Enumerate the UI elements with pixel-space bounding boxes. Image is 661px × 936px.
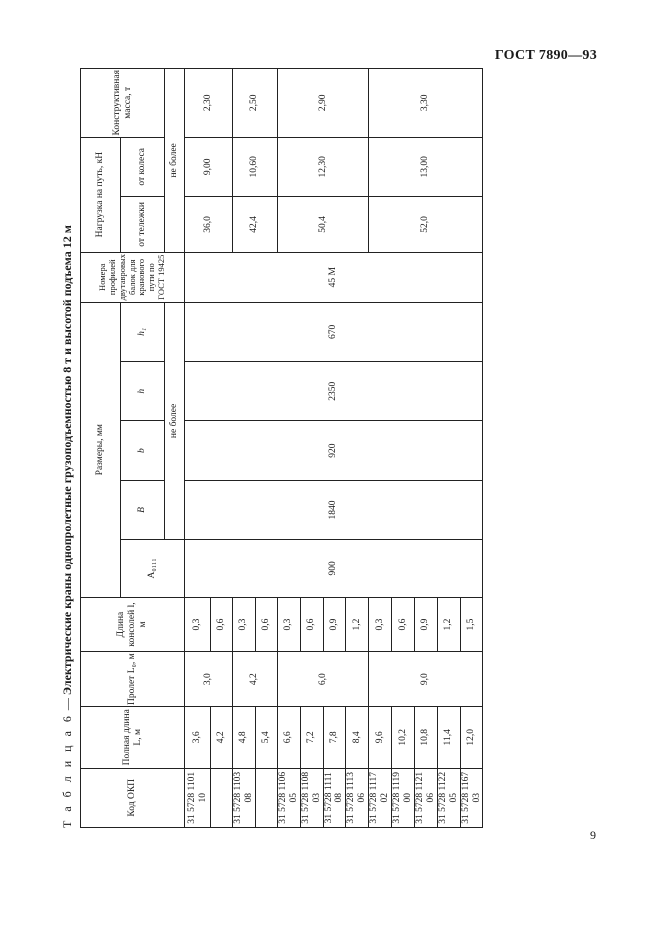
length-cell: 7,8 [323, 707, 346, 769]
code-cell: 31 5728 1113 06 [346, 768, 369, 827]
console-cell: 1,2 [346, 597, 369, 652]
length-cell: 5,4 [255, 707, 277, 769]
page-number: 9 [590, 828, 596, 842]
dims-not-more: не более [165, 302, 185, 539]
col-load-trolley-header: от тележки [121, 197, 165, 253]
console-cell: 0,9 [414, 597, 437, 652]
length-cell: 11,4 [437, 707, 460, 769]
code-cell: 31 5728 1119 00 [392, 768, 415, 827]
console-cell: 0,3 [233, 597, 256, 652]
load-wheel-cell: 13,00 [369, 137, 483, 197]
b-cell: 920 [185, 421, 483, 480]
h-cell: 2350 [185, 362, 483, 421]
code-cell: 31 5728 1121 06 [414, 768, 437, 827]
length-cell: 6,6 [277, 707, 300, 769]
cranes-table [80, 68, 483, 828]
caption-dash: — [60, 695, 74, 714]
load-not-more: не более [165, 69, 185, 253]
load-trolley-cell: 50,4 [277, 197, 368, 253]
col-B-header: B [121, 480, 165, 539]
mass-cell: 3,30 [369, 69, 483, 138]
span-cell: 9,0 [369, 652, 483, 707]
code-cell [255, 768, 277, 827]
console-cell: 0,6 [392, 597, 415, 652]
length-cell: 10,8 [414, 707, 437, 769]
console-cell: 0,3 [277, 597, 300, 652]
col-console-header: Длина консолей l, м [81, 597, 185, 652]
profile-cell: 45 М [185, 252, 483, 302]
console-cell: 0,9 [323, 597, 346, 652]
console-cell: 0,3 [185, 597, 211, 652]
load-wheel-cell: 10,60 [233, 137, 278, 197]
length-cell: 9,6 [369, 707, 392, 769]
span-cell: 3,0 [185, 652, 233, 707]
code-cell: 31 5728 1111 08 [323, 768, 346, 827]
span-cell: 6,0 [277, 652, 368, 707]
console-cell: 1,2 [437, 597, 460, 652]
code-cell: 31 5728 1167 03 [460, 768, 483, 827]
col-dims-header: Размеры, мм [81, 302, 121, 597]
code-cell: 31 5728 1101 10 [185, 768, 211, 827]
col-length-header: Полная длина L, м [81, 707, 185, 769]
length-cell: 4,2 [211, 707, 233, 769]
console-cell: 0,6 [255, 597, 277, 652]
col-load-wheel-header: от колеса [121, 137, 165, 197]
console-cell: 0,6 [211, 597, 233, 652]
load-wheel-cell: 9,00 [185, 137, 233, 197]
col-span-header: Пролет L₀, м [81, 652, 185, 707]
console-cell: 1,5 [460, 597, 483, 652]
mass-cell: 2,90 [277, 69, 368, 138]
length-cell: 4,8 [233, 707, 256, 769]
table-caption [60, 68, 80, 828]
col-profile-header: Номера профилей двутавровых балок для кранового пути по ГОСТ 19425 [81, 252, 185, 302]
standard-header: ГОСТ 7890—93 [494, 48, 597, 63]
col-code-header: Код ОКП [81, 768, 185, 827]
col-mass-header: Конструктивная масса, т [81, 69, 165, 138]
caption-prefix: Т а б л и ц а 6 [60, 713, 74, 828]
caption-title: Электрические краны однопролетные грузоподъемностью 8 т и высотой подъема 12 м [60, 225, 74, 696]
col-h1-header: h₁ [121, 302, 165, 361]
B-cell: 1840 [185, 480, 483, 539]
col-amin-header: A₀₁₁₁ [121, 540, 185, 597]
mass-cell: 2,50 [233, 69, 278, 138]
code-cell [211, 768, 233, 827]
code-cell: 31 5728 1122 05 [437, 768, 460, 827]
load-trolley-cell: 36,0 [185, 197, 233, 253]
length-cell: 3,6 [185, 707, 211, 769]
col-load-header: Нагрузка на путь, кН [81, 137, 121, 252]
load-wheel-cell: 12,30 [277, 137, 368, 197]
mass-cell: 2,30 [185, 69, 233, 138]
span-cell: 4,2 [233, 652, 278, 707]
length-cell: 7,2 [300, 707, 323, 769]
length-cell: 8,4 [346, 707, 369, 769]
col-b-header: b [121, 421, 165, 480]
code-cell: 31 5728 1108 03 [300, 768, 323, 827]
length-cell: 12,0 [460, 707, 483, 769]
length-cell: 10,2 [392, 707, 415, 769]
code-cell: 31 5728 1106 05 [277, 768, 300, 827]
amin-cell: 900 [185, 540, 483, 597]
col-h-header: h [121, 362, 165, 421]
h1-cell: 670 [185, 302, 483, 361]
rotated-table-area [60, 68, 600, 828]
load-trolley-cell: 52,0 [369, 197, 483, 253]
code-cell: 31 5728 1103 08 [233, 768, 256, 827]
console-cell: 0,6 [300, 597, 323, 652]
load-trolley-cell: 42,4 [233, 197, 278, 253]
code-cell: 31 5728 1117 02 [369, 768, 392, 827]
console-cell: 0,3 [369, 597, 392, 652]
